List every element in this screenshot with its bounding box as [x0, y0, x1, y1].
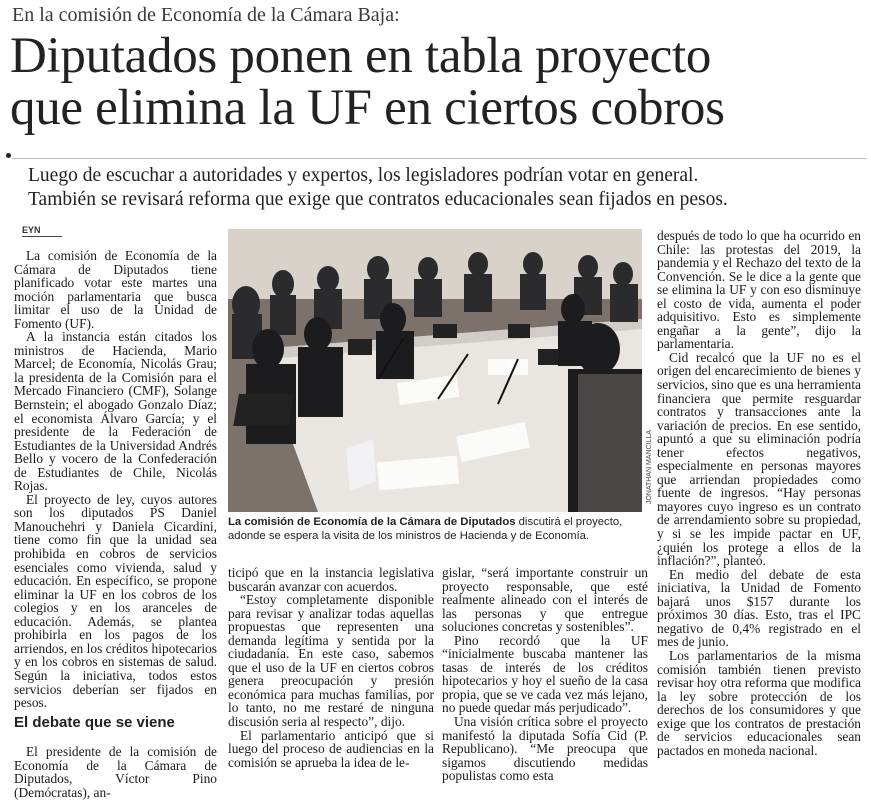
headline-bullet	[6, 153, 11, 158]
deck	[14, 164, 864, 212]
paragraph: Una visión crítica sobre el proyecto manifestó la diputada Sofía Cid (P. Republicano). “Me preocupa que sigamos discutiendo medidas populistas como esta	[442, 714, 648, 784]
paragraph: ticipó que en la instancia legislativa buscarán avanzar con acuerdos.	[228, 565, 434, 594]
paragraph: gislar, “será importante construir un proyecto responsable, que esté realmente alineado con el interés de las personas y que entregue soluciones concretas y sostenibles”.	[442, 565, 648, 635]
photo-credit: JONATHAN MANCILLA	[646, 430, 653, 505]
headline-rule	[12, 158, 867, 159]
paragraph: después de todo lo que ha ocurrido en Chile: las protestas del 2019, la pandemia y el Rechazo del texto de la Convención. Se le dice a la gente que se elimina la UF y con eso disminuye el costo de vida, aumenta el poder adquisitivo. Esto es simplemente engañar a la gente”, dijo la parlamentaria.	[657, 228, 861, 352]
column-2	[228, 566, 434, 769]
paragraph: Pino recordó que la UF “inicialmente buscaba mantener las tasas de interés de los créditos hipotecarios y hoy el sueño de la casa propia, que se ve cada vez más lejano, no puede quedar más perjudicado”.	[442, 632, 648, 716]
headline	[10, 30, 725, 134]
column-1	[14, 249, 217, 710]
paragraph: El presidente de la comisión de Economía de la Cámara de Diputados, Víctor Pino (Demócratas), an-	[14, 744, 217, 800]
deck-line-2: También se revisará reforma que exige que contratos educacionales sean fijados en pesos.	[28, 189, 728, 210]
byline: EYN	[22, 225, 41, 235]
subhead: El debate que se viene	[14, 714, 175, 731]
column-3	[442, 566, 648, 783]
paragraph: “Estoy completamente disponible para revisar y analizar todas aquellas propuestas que representen una demanda legítima y sentida por la ciudadanía. En este caso, sabemos que el uso de la UF en ciertos cobros genera preocupación y presión económica para muchas familias, por lo tanto, no me restaré de ninguna discusión seria al respecto”, dijo.	[228, 592, 434, 730]
column-4	[657, 229, 861, 757]
paragraph: Cid recalcó que la UF no es el origen del encarecimiento de bienes y servicios, sino que es una herramienta financiera que permite resguardar contratos y transacciones ante la variación de precios. En ese sentido, apuntó a que su eliminación podría tener efectos negativos, especialmente en personas mayores que arriendan propiedades como fuente de ingresos. “Hay personas mayores cuyo ingreso es un contrato de arrendamiento sobre su propiedad, y si se les impide pactar en UF, ¿quién los protege a ellos de la inflación?”, planteó.	[657, 349, 861, 569]
photo-caption	[228, 515, 643, 543]
paragraph: La comisión de Economía de la Cámara de Diputados tiene planificado votar este martes una moción parlamentaria que busca limitar el uso de la Unidad de Fomento (UF).	[14, 248, 217, 331]
paragraph: En medio del debate de esta iniciativa, la Unidad de Fomento bajará unos $157 durante los próximos 30 días. Esto, tras el IPC negativo de 0,4% registrado en el mes de junio.	[657, 566, 861, 650]
caption-bold: La comisión de Economía de la Cámara de Diputados	[228, 516, 516, 528]
paragraph: Los parlamentarios de la misma comisión también tienen previsto revisar hoy otra reforma que modifica la ley sobre protección de los derechos de los consumidores y que exige que los contratos de prestación de servicios educacionales sean pactados en moneda nacional.	[657, 647, 861, 758]
byline-rule	[22, 236, 62, 237]
column-1-continued	[14, 745, 217, 799]
meeting-photo-illustration	[228, 229, 642, 512]
headline-line-2: que elimina la UF en ciertos cobros	[10, 80, 725, 136]
headline-line-1: Diputados ponen en tabla proyecto	[10, 28, 712, 84]
deck-line-1: Luego de escuchar a autoridades y expertos, los legisladores podrían votar en general.	[28, 165, 699, 186]
caption-text: discutirá el proyecto, adonde se espera la visita de los ministros de Hacienda y de Economía.	[228, 516, 623, 542]
news-photo	[228, 229, 642, 512]
kicker: En la comisión de Economía de la Cámara Baja:	[12, 4, 400, 26]
paragraph: El proyecto de ley, cuyos autores son los diputados PS Daniel Manouchehri y Daniela Cicardini, tiene como fin que la unidad sea prohibida en cobros de servicios esenciales como vivienda, salud y educación. En específico, se propone eliminar la UF en los cobros de los colegios y en los aranceles de educación. Además, se plantea prohibirla en los pagos de los arriendos, en los créditos hipotecarios y en los cobros en sistemas de salud. Según la iniciativa, todos estos servicios deberían ser fijados en pesos.	[14, 491, 217, 711]
paragraph: A la instancia están citados los ministros de Hacienda, Mario Marcel; de Economía, Nicolás Grau; la presidenta de la Comisión para el Mercado Financiero (CMF), Solange Bernstein; el abogado Gonzalo Díaz; el economista Álvaro García; y el presidente de la Federación de Estudiantes de la Universidad Andrés Bello y vocero de la Confederación de Estudiantes de Chile, Nicolás Rojas.	[14, 329, 217, 494]
paragraph: El parlamentario anticipó que si luego del proceso de audiencias en la comisión se aprueba la idea de le-	[228, 727, 434, 770]
